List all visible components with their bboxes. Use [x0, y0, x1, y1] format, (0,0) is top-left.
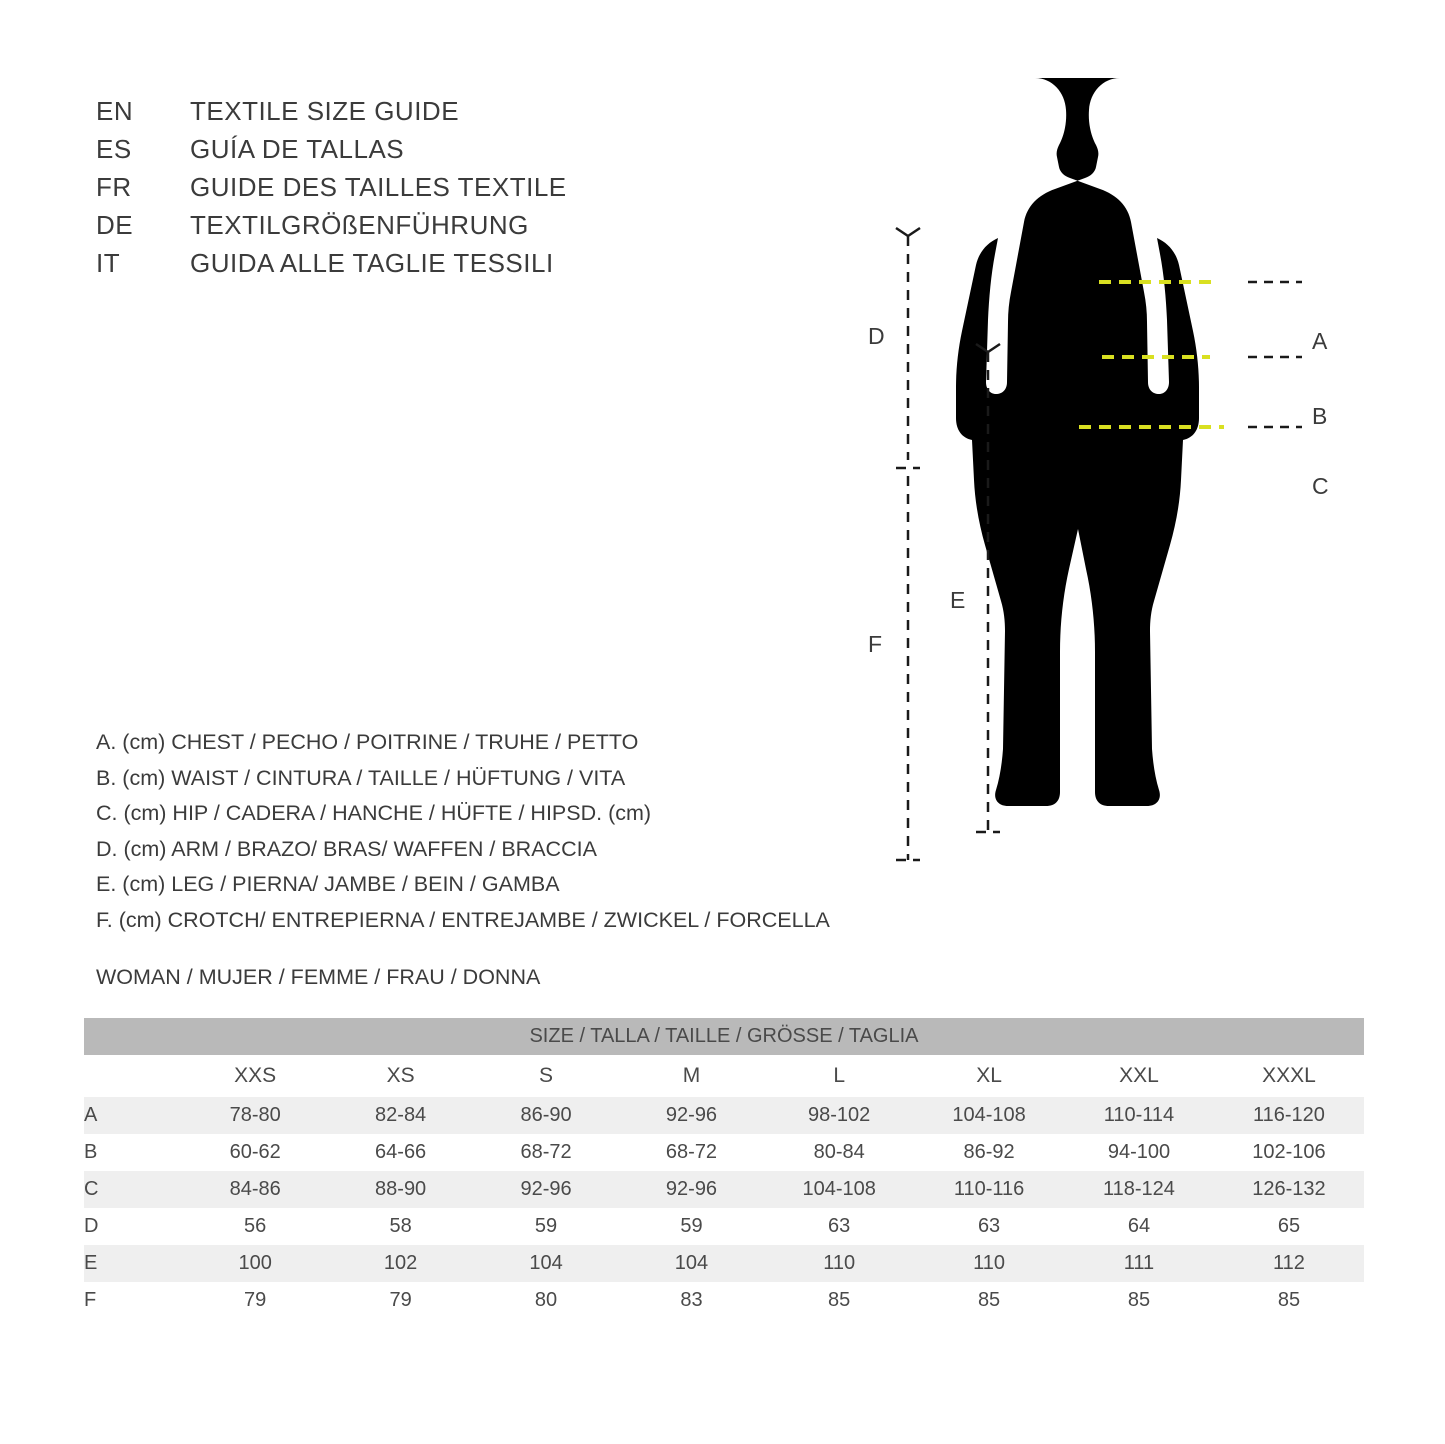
title-text-de: TEXTILGRÖßENFÜHRUNG	[190, 210, 529, 240]
cell-f-l: 85	[764, 1282, 914, 1319]
cell-a-s: 86-90	[473, 1097, 618, 1134]
cell-b-xxxl: 102-106	[1214, 1134, 1364, 1171]
cell-b-xxs: 60-62	[182, 1134, 327, 1171]
cell-c-m: 92-96	[619, 1171, 764, 1208]
cell-e-m: 104	[619, 1245, 764, 1282]
callout-label-a: A	[1312, 328, 1328, 354]
bracket-d	[896, 228, 920, 468]
cell-c-xl: 110-116	[914, 1171, 1064, 1208]
callout-label-c: C	[1312, 473, 1329, 499]
table-row	[84, 1097, 1364, 1134]
gender-label: WOMAN / MUJER / FEMME / FRAU / DONNA	[96, 965, 541, 989]
title-text-fr: GUIDE DES TAILLES TEXTILE	[190, 172, 567, 202]
cell-f-xs: 79	[328, 1282, 473, 1319]
bracket-label-e: E	[950, 587, 966, 613]
title-text-en: TEXTILE SIZE GUIDE	[190, 96, 460, 126]
cell-d-xxs: 56	[182, 1208, 327, 1245]
title-block	[96, 92, 716, 282]
title-lang-de: DE	[96, 210, 134, 240]
cell-d-l: 63	[764, 1208, 914, 1245]
title-text-es: GUÍA DE TALLAS	[190, 134, 405, 164]
cell-a-xs: 82-84	[328, 1097, 473, 1134]
header-cell-xl: XL	[914, 1055, 1064, 1097]
cell-f-xxxl: 85	[1214, 1282, 1364, 1319]
cell-b-s: 68-72	[473, 1134, 618, 1171]
cell-a-xxs: 78-80	[182, 1097, 327, 1134]
cell-f-s: 80	[473, 1282, 618, 1319]
cell-e-s: 104	[473, 1245, 618, 1282]
header-cell-xs: XS	[328, 1055, 473, 1097]
cell-e-xxs: 100	[182, 1245, 327, 1282]
cell-e-xxl: 111	[1064, 1245, 1214, 1282]
legend-row-e: E. (cm) LEG / PIERNA/ JAMBE / BEIN / GAMBA	[96, 872, 560, 896]
title-text-it: GUIDA ALLE TAGLIE TESSILI	[190, 248, 554, 278]
row-label-f: F	[84, 1282, 182, 1319]
title-row-de	[96, 206, 716, 244]
cell-d-xxl: 64	[1064, 1208, 1214, 1245]
title-lang-fr: FR	[96, 172, 132, 202]
cell-f-xxs: 79	[182, 1282, 327, 1319]
row-label-e: E	[84, 1245, 182, 1282]
row-label-a: A	[84, 1097, 182, 1134]
row-label-d: D	[84, 1208, 182, 1245]
header-cell-xxs: XXS	[182, 1055, 327, 1097]
cell-c-xxs: 84-86	[182, 1171, 327, 1208]
title-row-es	[96, 130, 716, 168]
callout-leaders	[1248, 282, 1302, 427]
bracket-label-d: D	[868, 323, 885, 349]
title-lang-it: IT	[96, 248, 121, 278]
cell-d-xxxl: 65	[1214, 1208, 1364, 1245]
title-row-en	[96, 92, 716, 130]
table-band-header	[84, 1018, 1364, 1055]
table-row	[84, 1282, 1364, 1319]
title-lang-en: EN	[96, 96, 134, 126]
cell-b-xl: 86-92	[914, 1134, 1064, 1171]
row-label-b: B	[84, 1134, 182, 1171]
legend-block	[96, 725, 916, 938]
cell-d-s: 59	[473, 1208, 618, 1245]
cell-a-l: 98-102	[764, 1097, 914, 1134]
table-header-row	[84, 1055, 1364, 1097]
cell-a-xl: 104-108	[914, 1097, 1064, 1134]
table-row	[84, 1208, 1364, 1245]
cell-f-xl: 85	[914, 1282, 1064, 1319]
size-table	[84, 1018, 1364, 1319]
cell-c-l: 104-108	[764, 1171, 914, 1208]
cell-a-m: 92-96	[619, 1097, 764, 1134]
table-row	[84, 1134, 1364, 1171]
cell-b-xs: 64-66	[328, 1134, 473, 1171]
female-silhouette-icon	[956, 78, 1199, 806]
size-table-wrapper	[84, 1018, 1364, 1319]
cell-c-xxxl: 126-132	[1214, 1171, 1364, 1208]
cell-a-xxxl: 116-120	[1214, 1097, 1364, 1134]
cell-b-m: 68-72	[619, 1134, 764, 1171]
cell-c-s: 92-96	[473, 1171, 618, 1208]
legend-row-f: F. (cm) CROTCH/ ENTREPIERNA / ENTREJAMBE / ZWICKEL / FORCELLA	[96, 907, 830, 932]
cell-c-xxl: 118-124	[1064, 1171, 1214, 1208]
header-cell-m: M	[619, 1055, 764, 1097]
callout-label-b: B	[1312, 403, 1328, 429]
cell-e-xs: 102	[328, 1245, 473, 1282]
table-row	[84, 1245, 1364, 1282]
bracket-label-f: F	[868, 631, 883, 657]
cell-b-l: 80-84	[764, 1134, 914, 1171]
title-row-fr	[96, 168, 716, 206]
header-cell-xxxl: XXXL	[1214, 1055, 1364, 1097]
cell-d-xs: 58	[328, 1208, 473, 1245]
legend-row-a: A. (cm) CHEST / PECHO / POITRINE / TRUHE / PETTO	[96, 730, 639, 754]
cell-d-xl: 63	[914, 1208, 1064, 1245]
cell-f-m: 83	[619, 1282, 764, 1319]
cell-e-l: 110	[764, 1245, 914, 1282]
cell-e-xl: 110	[914, 1245, 1064, 1282]
cell-d-m: 59	[619, 1208, 764, 1245]
legend-row-c: C. (cm) HIP / CADERA / HANCHE / HÜFTE / HIPSD. (cm)	[96, 801, 652, 825]
header-cell-xxl: XXL	[1064, 1055, 1214, 1097]
header-cell-blank	[84, 1055, 182, 1097]
title-row-it	[96, 244, 716, 282]
header-cell-s: S	[473, 1055, 618, 1097]
cell-e-xxxl: 112	[1214, 1245, 1364, 1282]
table-row	[84, 1171, 1364, 1208]
cell-b-xxl: 94-100	[1064, 1134, 1214, 1171]
body-measurement-figure	[840, 60, 1400, 910]
cell-a-xxl: 110-114	[1064, 1097, 1214, 1134]
cell-f-xxl: 85	[1064, 1282, 1214, 1319]
legend-row-d: D. (cm) ARM / BRAZO/ BRAS/ WAFFEN / BRACCIA	[96, 836, 597, 861]
band-header-text: SIZE / TALLA / TAILLE / GRÖSSE / TAGLIA	[84, 1018, 1364, 1055]
row-label-c: C	[84, 1171, 182, 1208]
cell-c-xs: 88-90	[328, 1171, 473, 1208]
title-lang-es: ES	[96, 134, 132, 164]
header-cell-l: L	[764, 1055, 914, 1097]
legend-row-b: B. (cm) WAIST / CINTURA / TAILLE / HÜFTUNG / VITA	[96, 765, 626, 790]
